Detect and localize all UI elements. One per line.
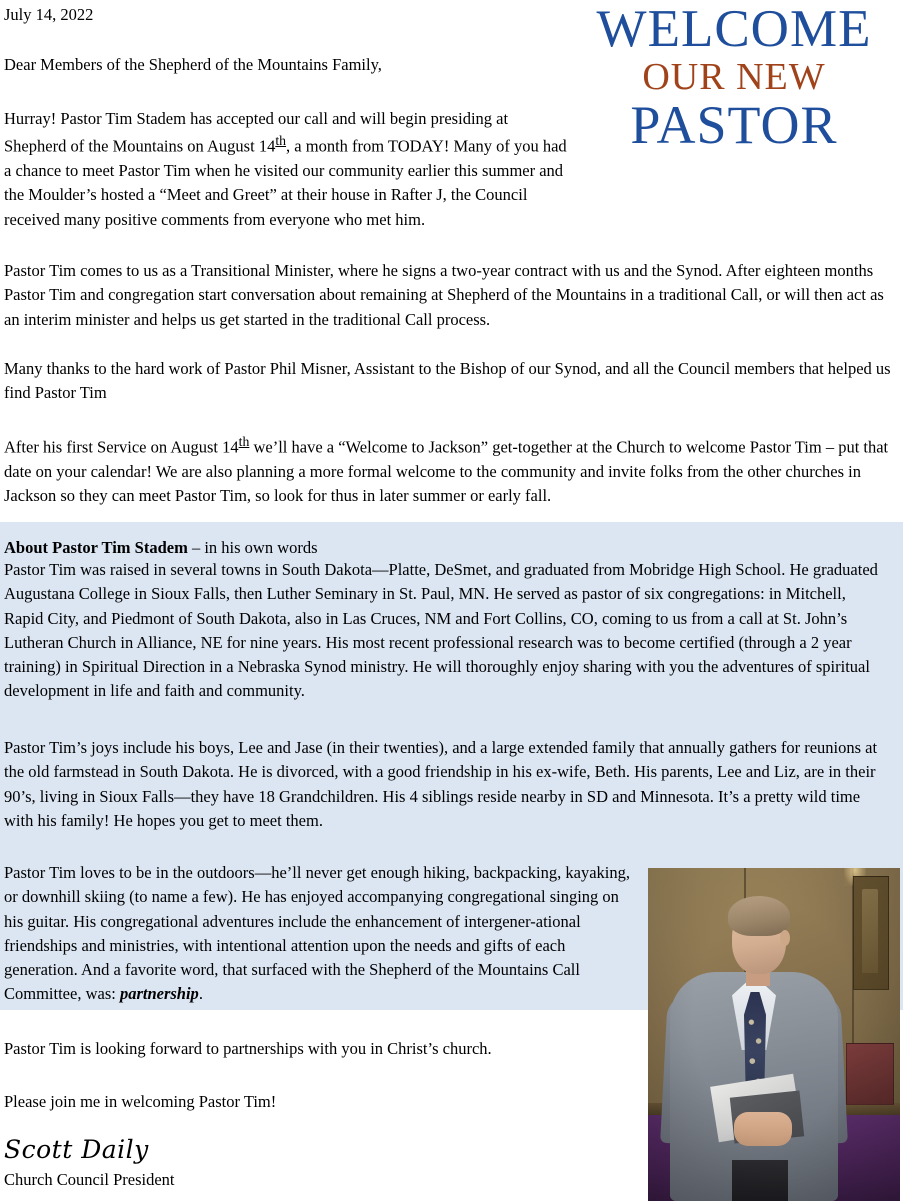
letter-salutation: Dear Members of the Shepherd of the Mountains Family, [4,55,382,74]
paragraph-about-family: Pastor Tim’s joys include his boys, Lee and Jase (in their twenties), and a large extended family that annually gathers for reunions at the old farmstead in South Dakota. He is divorced, with a good friendship in his ex-wife, Beth. His parents, Lee and Liz, are in their 90’s, living in Sioux Falls—they have 18 Grandchildren. His 4 siblings reside nearby in SD and Minnesota. It’s a pretty wild time with his family! He hopes you get to meet them. [4,738,878,830]
about-pastor-heading-bold: About Pastor Tim Stadem [4,538,188,557]
paragraph-join-me: Please join me in welcoming Pastor Tim! [4,1092,277,1111]
about-pastor-heading [4,536,897,560]
signature-title: Church Council President [4,1170,175,1189]
welcome-header-art [569,0,899,155]
paragraph-hurray [4,107,574,232]
photo-vignette-overlay [648,868,900,1201]
header-line-pastor: PASTOR [630,94,838,155]
paragraph-about-outdoors [4,861,634,1007]
paragraph-looking-forward: Pastor Tim is looking forward to partnerships with you in Christ’s church. [4,1039,492,1058]
paragraph-about-biography: Pastor Tim was raised in several towns in South Dakota—Platte, DeSmet, and graduated from Mobridge High School. He graduated Augustana College in Sioux Falls, then Luther Seminary in St. Paul, MN. He served as pastor of six congregations: in Mitchell, Rapid City, and Piedmont of South Dakota, also in Las Cruces, NM and Fort Collins, CO, coming to us from a call at St. John’s Lutheran Church in Alliance, NE for nine years. His most recent professional research was to become certified (through a 2 year training) in Spiritual Direction in a Nebraska Synod ministry. He will thoroughly enjoy sharing with you the adventures of spiritual development in life and faith and community. [4,560,878,701]
about-pastor-heading-wrap [0,522,903,560]
paragraph-many-thanks: Many thanks to the hard work of Pastor Phil Misner, Assistant to the Bishop of our Synod, and all the Council members that helped us find Pastor Tim [4,359,891,403]
pastor-photo [648,868,900,1201]
letter-date: July 14, 2022 [4,5,94,24]
header-line-our-new: OUR NEW [642,55,826,98]
paragraph-transitional-minister: Pastor Tim comes to us as a Transitional Minister, where he signs a two-year contract with us and the Synod. After eighteen months Pastor Tim and congregation start conversation about remaining at Shepherd of the Mountains in a traditional Call, or will then act as an interim minister and helps us get started in the traditional Call process. [4,261,884,329]
paragraph-about-outdoors-text-a: Pastor Tim loves to be in the outdoors—he’ll never get enough hiking, backpacking, kayaking, or downhill skiing (to name a few). He has enjoyed accompanying congregational singing on his guitar. His congregational adventures include the enhancement of intergener-ational friendships and ministries, with intentional attention upon the needs and gifts of each generation. And a favorite word, that surfaced with the Shepherd of the Mountains Call Committee, was: [4,863,630,1004]
paragraph-hurray-text-a: Hurray! Pastor Tim Stadem has accepted our call and will begin presiding at Shepherd of the Mountains on August 14 [4,109,509,156]
signature-name: Scott Daily [4,1135,149,1164]
ordinal-suffix-th-2: th [238,434,250,449]
ordinal-suffix-th-1: th [275,133,287,149]
paragraph-first-service-text-a: After his first Service on August 14 [4,437,239,457]
paragraph-about-outdoors-text-b: . [198,984,203,1004]
paragraph-first-service [4,432,897,508]
paragraph-hurray-text-b: , a month from TODAY! Many of you had a chance to meet Pastor Tim when he visited our community earlier this summer and the Moulder’s hosted a “Meet and Greet” at their house in Rafter J, the Council received many positive comments from everyone who met him. [4,136,567,229]
header-line-welcome: WELCOME [596,0,872,58]
about-pastor-heading-rest: – in his own words [187,538,318,557]
keyword-partnership: partnership [119,984,199,1004]
paragraph-first-service-text-b: we’ll have a “Welcome to Jackson” get-together at the Church to welcome Pastor Tim – put that date on your calendar! We are also planning a more formal welcome to the community and invite folks from the other churches in Jackson so they can meet Pastor Tim, so look for thus in later summer or early fall. [4,437,889,505]
